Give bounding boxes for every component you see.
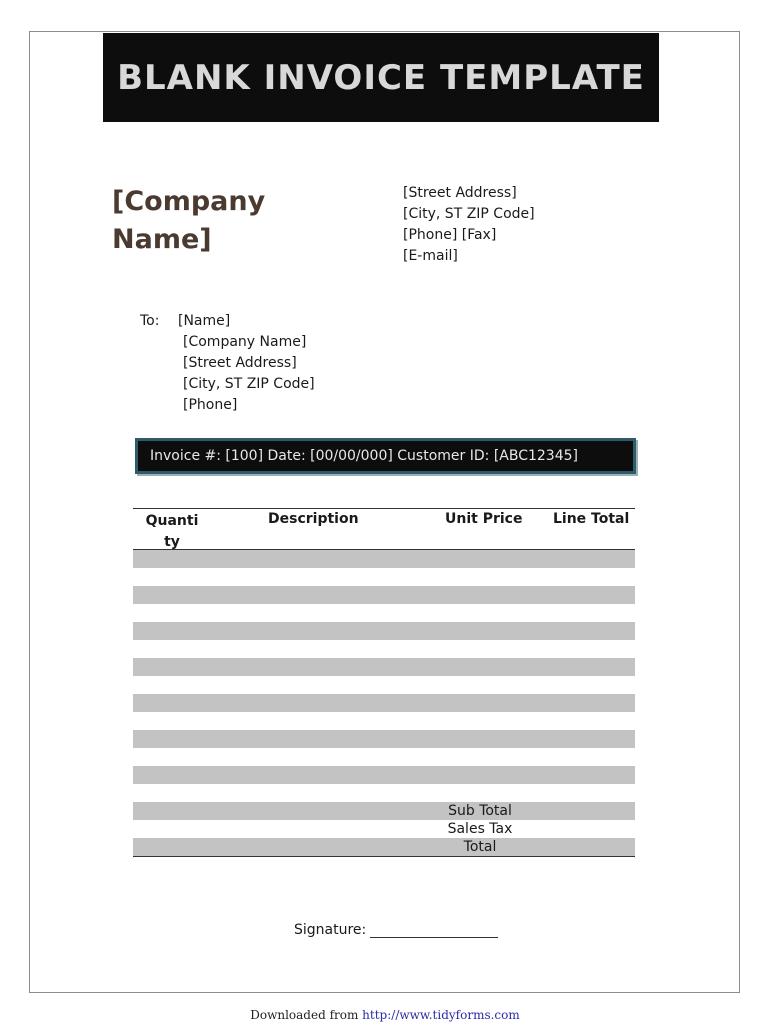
- table-row: [133, 676, 635, 694]
- footer-link[interactable]: http://www.tidyforms.com: [362, 1008, 520, 1022]
- table-row: [133, 784, 635, 802]
- table-row: [133, 604, 635, 622]
- header-quantity: Quanti ty: [145, 513, 199, 550]
- sales-tax-label: Sales Tax: [447, 821, 513, 837]
- recipient-street: [Street Address]: [183, 355, 297, 371]
- table-row: [133, 694, 635, 712]
- title-banner: [103, 33, 659, 122]
- table-row: [133, 640, 635, 658]
- recipient-company: [Company Name]: [183, 334, 307, 350]
- header-description: Description: [268, 511, 359, 527]
- invoice-info-bar: [135, 438, 636, 474]
- sender-phone-fax: [Phone] [Fax]: [403, 227, 497, 243]
- signature-line: [370, 923, 498, 938]
- table-row: [133, 622, 635, 640]
- signature-area: [294, 922, 498, 938]
- table-row: [133, 748, 635, 766]
- table-row: [133, 658, 635, 676]
- page-title: BLANK INVOICE TEMPLATE: [117, 57, 645, 98]
- table-row: [133, 712, 635, 730]
- table-row: [133, 550, 635, 568]
- recipient-lines: [178, 311, 315, 416]
- footer-text: Downloaded from: [250, 1008, 363, 1022]
- table-header-row: [133, 508, 635, 550]
- table-row: [133, 568, 635, 586]
- recipient-city: [City, ST ZIP Code]: [183, 376, 315, 392]
- sender-street: [Street Address]: [403, 185, 517, 201]
- table-body: [133, 550, 635, 802]
- sender-email: [E-mail]: [403, 248, 458, 264]
- to-label: To:: [140, 313, 160, 329]
- table-row: [133, 586, 635, 604]
- line-items-table: [133, 508, 635, 802]
- sub-total-label: Sub Total: [448, 803, 512, 819]
- sender-city: [City, ST ZIP Code]: [403, 206, 535, 222]
- total-label: Total: [463, 839, 497, 855]
- recipient-phone: [Phone]: [183, 397, 238, 413]
- sender-address: [403, 183, 535, 267]
- signature-label: Signature:: [294, 922, 367, 938]
- invoice-info-text: Invoice #: [100] Date: [00/00/000] Customer ID: [ABC12345]: [150, 448, 578, 464]
- company-name: [Company Name]: [112, 186, 266, 255]
- header-line-total: Line Total: [553, 511, 630, 527]
- summary-row-subtotal: [133, 802, 635, 820]
- recipient-name: [Name]: [178, 313, 231, 329]
- summary-block: [133, 802, 635, 857]
- table-row: [133, 730, 635, 748]
- header-unit-price: Unit Price: [445, 511, 523, 527]
- footer: [0, 1008, 770, 1022]
- summary-row-total: [133, 838, 635, 856]
- table-row: [133, 766, 635, 784]
- summary-row-sales-tax: [133, 820, 635, 838]
